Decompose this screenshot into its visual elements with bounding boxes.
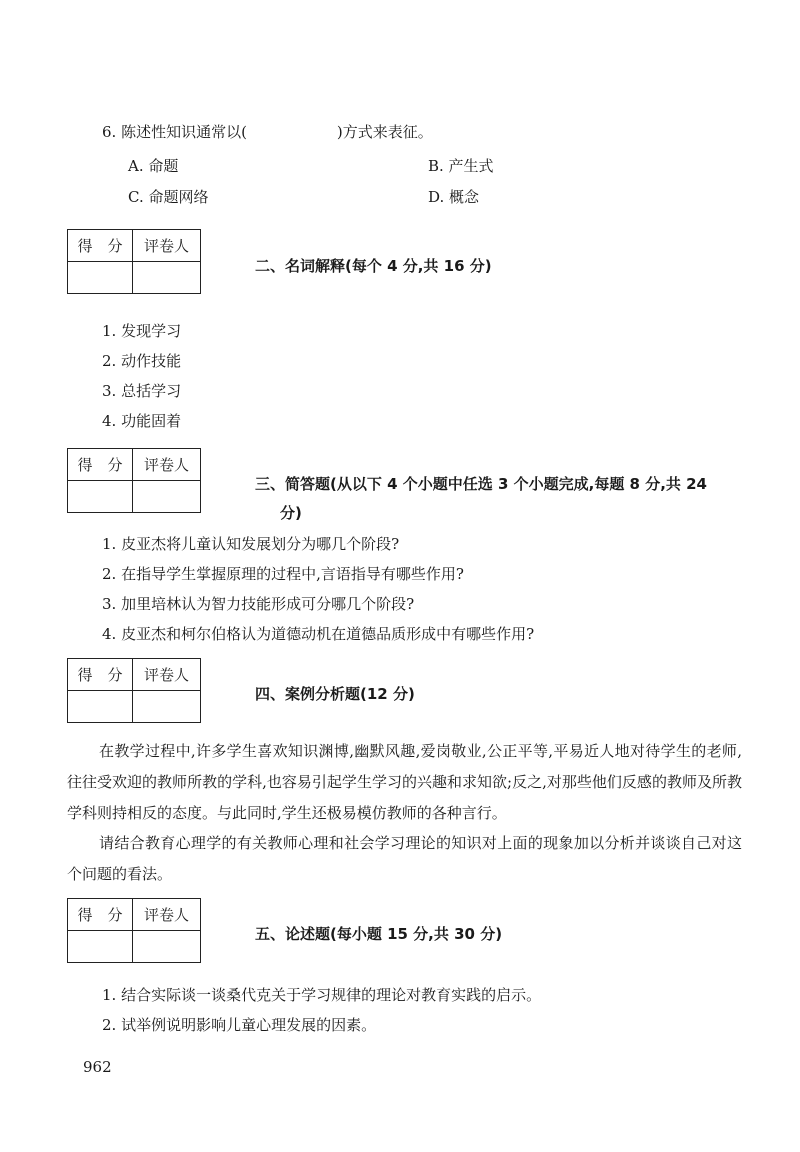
grader-label: 评卷人 <box>133 899 201 931</box>
score-label: 得 分 <box>68 230 133 262</box>
grader-cell <box>133 481 201 513</box>
page-number: 962 <box>83 1058 112 1076</box>
grader-cell <box>133 262 201 294</box>
section-2-title: 二、名词解释(每个 4 分,共 16 分) <box>255 257 492 275</box>
section-2-item: 3. 总括学习 <box>102 382 182 400</box>
section-5-item: 2. 试举例说明影响儿童心理发展的因素。 <box>102 1016 377 1034</box>
score-box-section-5 <box>67 898 201 963</box>
q6-option-d: D. 概念 <box>428 188 480 206</box>
section-2-item: 1. 发现学习 <box>102 322 182 340</box>
section-3-title-continued: 分) <box>280 504 302 522</box>
score-cell <box>68 262 133 294</box>
section-3-item: 3. 加里培林认为智力技能形成可分哪几个阶段? <box>102 595 415 613</box>
section-3-title: 三、简答题(从以下 4 个小题中任选 3 个小题完成,每题 8 分,共 24 <box>255 475 707 493</box>
grader-label: 评卷人 <box>133 449 201 481</box>
section-3-item: 2. 在指导学生掌握原理的过程中,言语指导有哪些作用? <box>102 565 464 583</box>
score-box-section-2 <box>67 229 201 294</box>
section-3-item: 4. 皮亚杰和柯尔伯格认为道德动机在道德品质形成中有哪些作用? <box>102 625 535 643</box>
score-cell <box>68 931 133 963</box>
score-label: 得 分 <box>68 449 133 481</box>
section-4-title: 四、案例分析题(12 分) <box>255 685 415 703</box>
case-question-paragraph: 请结合教育心理学的有关教师心理和社会学习理论的知识对上面的现象加以分析并谈谈自己对这个问题的看法。 <box>67 834 742 883</box>
score-label: 得 分 <box>68 899 133 931</box>
section-3-item: 1. 皮亚杰将儿童认知发展划分为哪几个阶段? <box>102 535 400 553</box>
score-label: 得 分 <box>68 659 133 691</box>
q6-option-a: A. 命题 <box>128 157 179 175</box>
grader-cell <box>133 691 201 723</box>
grader-label: 评卷人 <box>133 230 201 262</box>
q6-option-c: C. 命题网络 <box>128 188 209 206</box>
score-box-section-4 <box>67 658 201 723</box>
score-cell <box>68 481 133 513</box>
grader-label: 评卷人 <box>133 659 201 691</box>
score-box-section-3 <box>67 448 201 513</box>
q6-option-b: B. 产生式 <box>428 157 494 175</box>
section-5-title: 五、论述题(每小题 15 分,共 30 分) <box>255 925 503 943</box>
section-2-item: 4. 功能固着 <box>102 412 182 430</box>
grader-cell <box>133 931 201 963</box>
section-2-item: 2. 动作技能 <box>102 352 182 370</box>
case-paragraph: 在教学过程中,许多学生喜欢知识渊博,幽默风趣,爱岗敬业,公正平等,平易近人地对待学生的老师,往往受欢迎的教师所教的学科,也容易引起学生学习的兴趣和求知欲;反之,对那些他们反感的教师及所教学科则持相反的态度。与此同时,学生还极易模仿教师的各种言行。 <box>67 742 742 822</box>
score-cell <box>68 691 133 723</box>
section-5-item: 1. 结合实际谈一谈桑代克关于学习规律的理论对教育实践的启示。 <box>102 986 542 1004</box>
question-6-stem: 6. 陈述性知识通常以( )方式来表征。 <box>102 123 433 141</box>
